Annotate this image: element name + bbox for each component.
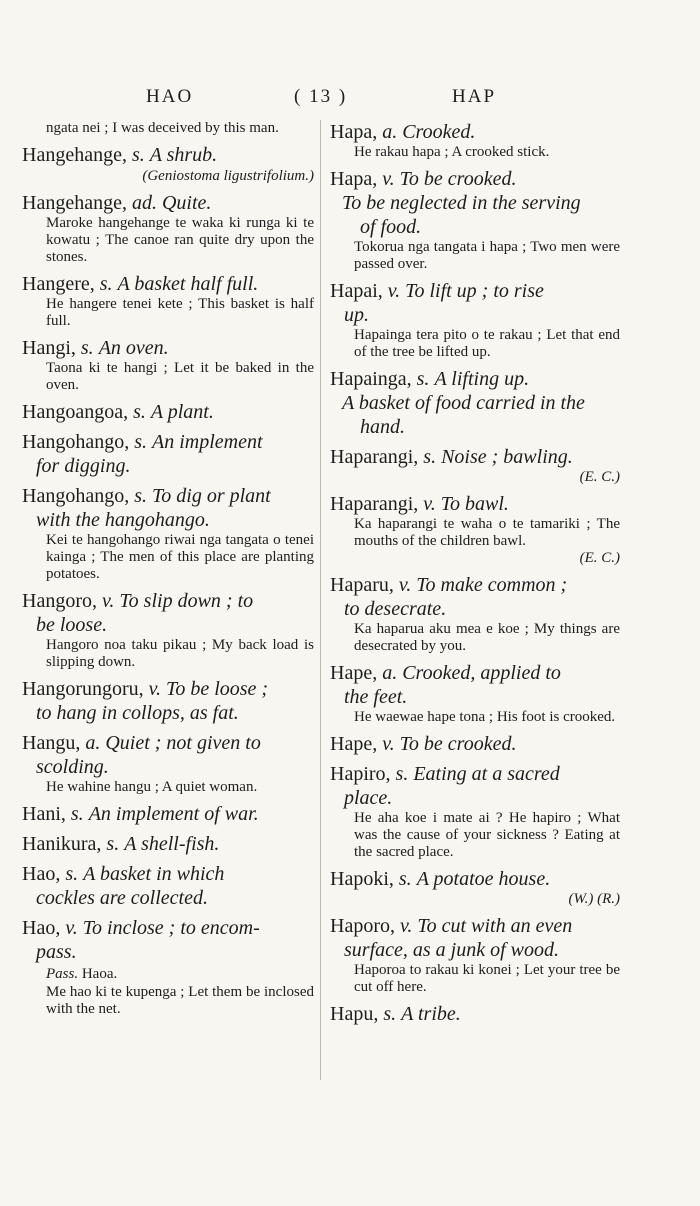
source-reference: (E. C.) — [579, 469, 620, 485]
dictionary-entry: Hapa, v. To be crooked. To be neglected in the serving of food. Tokorua nga tangata i hapa ; Two men were passed over. — [330, 168, 620, 272]
headword: Hao, — [22, 917, 61, 939]
dictionary-entry: Hangoro, v. To slip down ; to be loose. Hangoro noa taku pikau ; My back load is slipping down. — [22, 590, 314, 670]
continued-text: ngata nei ; I was deceived by this man. — [46, 120, 279, 136]
dictionary-entry: Hapai, v. To lift up ; to rise up. Hapainga tera pito o te rakau ; Let that end of the tree be lifted up. — [330, 280, 620, 360]
example: He hangere tenei kete ; This basket is half full. — [46, 296, 314, 329]
dictionary-entry: Hangohango, s. An implement for digging. — [22, 431, 263, 477]
example: He rakau hapa ; A crooked stick. — [354, 144, 550, 160]
example: Hapainga tera pito o te rakau ; Let that end of the tree be lifted up. — [354, 327, 620, 360]
dictionary-entry: Hapoki, s. A potatoe house. (W.) (R.) — [330, 868, 620, 907]
headword: Hapai, — [330, 280, 383, 302]
left-column — [22, 120, 314, 1024]
source-reference: (E. C.) — [579, 550, 620, 566]
dictionary-entry: Hangi, s. An oven. Taona ki te hangi ; Let it be baked in the oven. — [22, 337, 314, 393]
dictionary-entry: Hao, s. A basket in which cockles are collected. — [22, 863, 225, 909]
headword: Hapainga, — [330, 368, 412, 390]
headword: Hangohango, — [22, 485, 130, 507]
example: He aha koe i mate ai ? He hapiro ; What was the cause of your sickness ? Eating at the sacred place. — [354, 810, 620, 860]
dictionary-entry: Haparu, v. To make common ; to desecrate. Ka haparua aku mea e koe ; My things are desecrated by you. — [330, 574, 620, 654]
dictionary-entry: Hangoangoa, s. A plant. — [22, 401, 214, 423]
example: Hangoro noa taku pikau ; My back load is slipping down. — [46, 637, 314, 670]
dictionary-entry: Hapiro, s. Eating at a sacred place. He aha koe i mate ai ? He hapiro ; What was the cause of your sickness ? Eating at the sacred place. — [330, 763, 620, 860]
headword: Hangu, — [22, 732, 81, 754]
dictionary-entry: Haparangi, s. Noise ; bawling. (E. C.) — [330, 446, 620, 485]
dictionary-entry: Haparangi, v. To bawl. Ka haparangi te waha o te tamariki ; The mouths of the children bawl. (E. C.) — [330, 493, 620, 566]
example: Me hao ki te kupenga ; Let them be inclosed with the net. — [46, 984, 314, 1017]
dictionary-entry: Hangohango, s. To dig or plant with the hangohango. Kei te hangohango riwai nga tangata o tenei kainga ; The men of this place are planting potatoes. — [22, 485, 314, 582]
headword: Hangehange, — [22, 192, 127, 214]
headword: Hanikura, — [22, 833, 102, 855]
dictionary-entry: Hangehange, s. A shrub. (Geniostoma ligustrifolium.) — [22, 144, 314, 184]
headword: Haparu, — [330, 574, 394, 596]
source-reference: (W.) (R.) — [568, 891, 620, 907]
page-header — [0, 86, 700, 110]
header-left-guide-word: HAO — [146, 86, 194, 107]
headword: Hangehange, — [22, 144, 127, 166]
dictionary-entry: Hanikura, s. A shell-fish. — [22, 833, 220, 855]
example: Taona ki te hangi ; Let it be baked in the oven. — [46, 360, 314, 393]
dictionary-entry: Hangere, s. A basket half full. He hangere tenei kete ; This basket is half full. — [22, 273, 314, 329]
column-divider — [320, 120, 321, 1080]
dictionary-entry: Hani, s. An implement of war. — [22, 803, 259, 825]
headword: Hangorungoru, — [22, 678, 144, 700]
dictionary-entry: Hapa, a. Crooked. He rakau hapa ; A crooked stick. — [330, 120, 620, 161]
example: He wahine hangu ; A quiet woman. — [46, 779, 258, 795]
example: He waewae hape tona ; His foot is crooked. — [354, 709, 616, 725]
headword: Hangoro, — [22, 590, 97, 612]
example: Haporoa to rakau ki konei ; Let your tree be cut off here. — [354, 962, 620, 995]
dictionary-entry: Hapainga, s. A lifting up. A basket of food carried in the hand. — [330, 368, 585, 438]
dictionary-entry: Hape, v. To be crooked. — [330, 733, 517, 755]
dictionary-entry: Hape, a. Crooked, applied to the feet. He waewae hape tona ; His foot is crooked. — [330, 661, 620, 726]
right-column — [330, 120, 620, 1032]
headword: Hangere, — [22, 273, 95, 295]
headword: Hapu, — [330, 1003, 379, 1025]
headword: Hangohango, — [22, 431, 130, 453]
dictionary-entry: Hangu, a. Quiet ; not given to scolding. He wahine hangu ; A quiet woman. — [22, 731, 314, 796]
latin-name: (Geniostoma ligustrifolium.) — [142, 168, 314, 184]
example: Ka haparangi te waha o te tamariki ; The mouths of the children bawl. — [354, 516, 620, 549]
headword: Hani, — [22, 803, 66, 825]
headword: Hangi, — [22, 337, 76, 359]
headword: Hapa, — [330, 121, 378, 143]
dictionary-entry: Hapu, s. A tribe. — [330, 1003, 461, 1025]
headword: Hape, — [330, 662, 378, 684]
page-number: ( 13 ) — [294, 86, 348, 107]
dictionary-entry: Hao, v. To inclose ; to encom- pass. Pass. Haoa. Me hao ki te kupenga ; Let them be inclosed with the net. — [22, 917, 314, 1017]
header-right-guide-word: HAP — [452, 86, 497, 107]
headword: Haporo, — [330, 915, 395, 937]
headword: Haparangi, — [330, 446, 419, 468]
headword: Hapa, — [330, 168, 378, 190]
headword: Hape, — [330, 733, 378, 755]
headword: Hapoki, — [330, 868, 394, 890]
dictionary-entry: Hangorungoru, v. To be loose ; to hang in collops, as fat. — [22, 678, 269, 724]
headword: Hangoangoa, — [22, 401, 129, 423]
example: Ka haparua aku mea e koe ; My things are desecrated by you. — [354, 621, 620, 654]
example: Maroke hangehange te waka ki runga ki te kowatu ; The canoe ran quite dry upon the stones. — [46, 215, 314, 265]
example: Tokorua nga tangata i hapa ; Two men were passed over. — [354, 239, 620, 272]
dictionary-entry: Haporo, v. To cut with an even surface, as a junk of wood. Haporoa to rakau ki konei ; Let your tree be cut off here. — [330, 915, 620, 995]
headword: Haparangi, — [330, 493, 419, 515]
headword: Hao, — [22, 863, 61, 885]
example: Kei te hangohango riwai nga tangata o tenei kainga ; The men of this place are planting potatoes. — [46, 532, 314, 582]
dictionary-entry: Hangehange, ad. Quite. Maroke hangehange te waka ki runga ki te kowatu ; The canoe ran quite dry upon the stones. — [22, 192, 314, 265]
headword: Hapiro, — [330, 763, 391, 785]
